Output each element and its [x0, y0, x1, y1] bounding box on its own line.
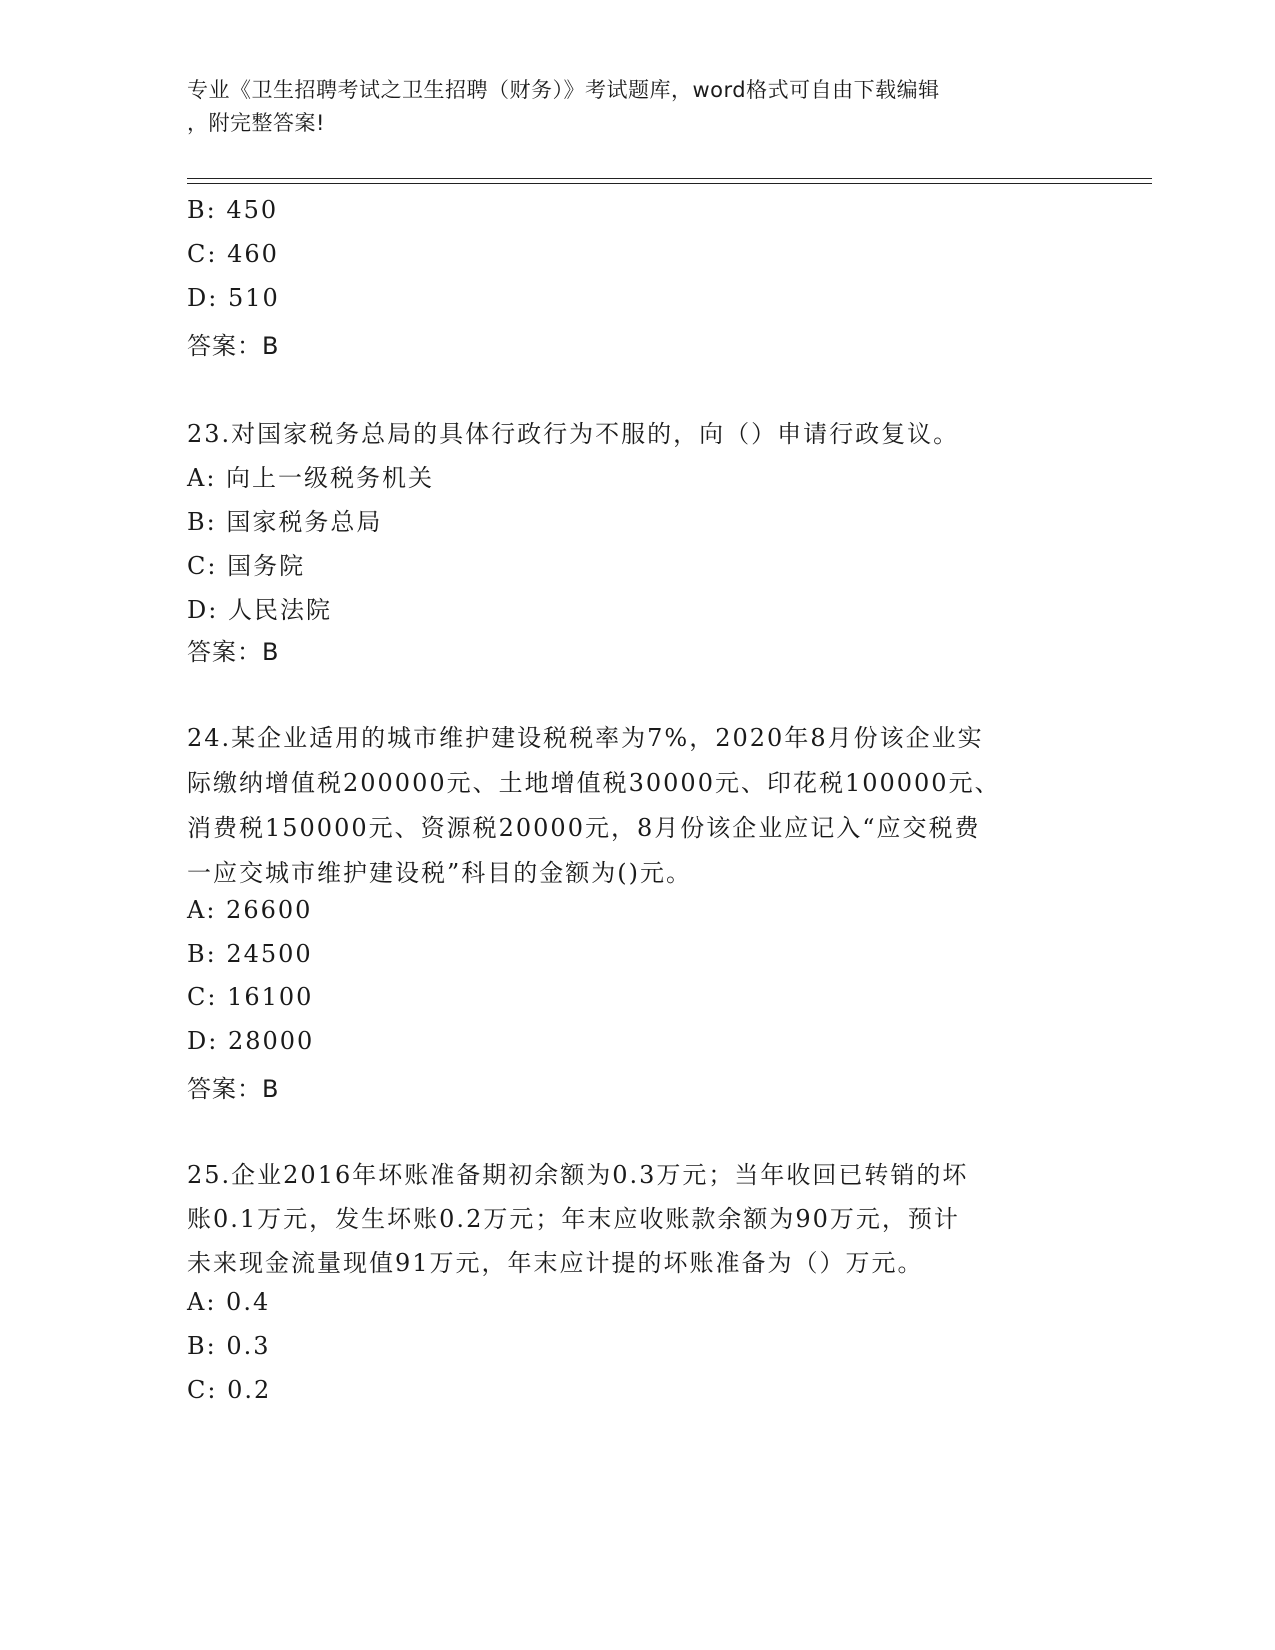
q24-question-line-3: 消费税150000元、资源税20000元，8月份该企业应记入“应交税费	[187, 814, 981, 842]
q25-question-line-2: 账0.1万元，发生坏账0.2万元；年末应收账款余额为90万元，预计	[187, 1205, 960, 1233]
q24-option-d: D: 28000	[187, 1027, 315, 1055]
q23-option-a: A: 向上一级税务机关	[187, 464, 435, 492]
q24-option-c: C: 16100	[187, 983, 314, 1011]
q24-question-line-4: 一应交城市维护建设税”科目的金额为()元。	[187, 859, 692, 887]
q22-option-c: C: 460	[187, 240, 279, 268]
q25-option-b: B: 0.3	[187, 1332, 271, 1360]
q22-option-b: B: 450	[187, 196, 279, 224]
q23-question: 23.对国家税务总局的具体行政行为不服的，向（）申请行政复议。	[187, 420, 960, 448]
q24-answer: 答案：B	[187, 1075, 280, 1103]
q25-option-a: A: 0.4	[187, 1288, 271, 1316]
q23-option-d: D: 人民法院	[187, 596, 332, 624]
header-divider-bottom	[187, 183, 1152, 184]
q23-answer: 答案：B	[187, 638, 280, 666]
q22-answer: 答案：B	[187, 332, 280, 360]
q25-question-line-1: 25.企业2016年坏账准备期初余额为0.3万元；当年收回已转销的坏	[187, 1161, 969, 1189]
q23-option-b: B: 国家税务总局	[187, 508, 383, 536]
q25-question-line-3: 未来现金流量现值91万元，年末应计提的坏账准备为（）万元。	[187, 1249, 924, 1277]
q25-option-c: C: 0.2	[187, 1376, 272, 1404]
header-line-1: 专业《卫生招聘考试之卫生招聘（财务）》考试题库，word格式可自由下载编辑	[187, 78, 940, 102]
document-header	[187, 74, 1067, 140]
q24-option-b: B: 24500	[187, 940, 313, 968]
q24-question-line-2: 际缴纳增值税200000元、土地增值税30000元、印花税100000元、	[187, 769, 1001, 797]
header-line-2: ，附完整答案!	[187, 111, 325, 135]
q24-option-a: A: 26600	[187, 896, 313, 924]
q22-option-d: D: 510	[187, 284, 280, 312]
q24-question-line-1: 24.某企业适用的城市维护建设税税率为7%，2020年8月份该企业实	[187, 724, 984, 752]
header-divider-top	[187, 178, 1152, 179]
q23-option-c: C: 国务院	[187, 552, 306, 580]
